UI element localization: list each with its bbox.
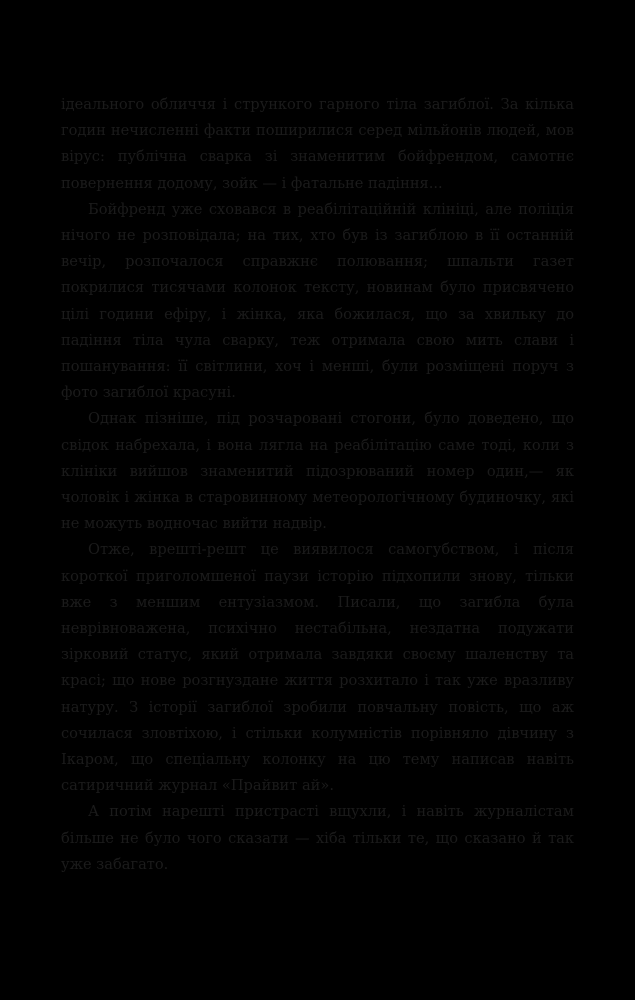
- paragraph-2: Бойфренд уже сховався в реабілітаційній клініці, але поліція нічого не розповідала; на тих, хто був із загиблою в її останній вечір, розпочалося справжнє полювання; шпальти газет покрилися тисячами колонок тексту, новинам було присвячено цілі години ефіру, і жінка, яка божилася, що за хвильку до падіння тіла чула сварку, теж отримала свою мить слави і пошанування: її світлини, хоч і менші, були розміщені поруч з фото загиблої красуні.: [61, 200, 574, 402]
- paragraph-4: Отже, врешті-решт це виявилося самогубством, і після короткої приголомшеної паузи історію підхопили знову, тільки вже з меншим ентузіазмом. Писали, що загибла була неврівноважена, психічно нестабільна, нездатна подужати зірковий статус, який отримала завдяки своєму шаленству та красі; що нове розгнуздане життя розхитало і так уже вразливу натуру. З історії загиблої зробили повчальну повість, що аж сочилася зловтіхою, і стільки колумністів порівняло дівчину з Ікаром, що спеціальну колонку на цю тему написав навіть сатиричний журнал «Прайвит ай».: [61, 541, 574, 795]
- paragraph-1: ідеального обличчя і стрункого гарного тіла загиблої. За кілька годин нечисленні факти поширилися серед мільйонів людей, мов вірус: публічна сварка зі знаменитим бойфрендом, самотнє повернення додому, зойк — і фатальне падіння...: [61, 96, 574, 192]
- paragraph-3: Однак пізніше, під розчаровані стогони, було доведено, що свідок набрехала, і вона лягла на реабілітацію саме тоді, коли з клініки вийшов знаменитий підозрюваний номер один,— як чоловік і жінка в старовинному метеорологічному будиночку, які не можуть водночас вийти надвір.: [61, 410, 574, 533]
- paragraph-5: А потім нарешті пристрасті вщухли, і навіть журналістам більше не було чого сказати — хіба тільки те, що сказано й так уже забагато.: [61, 803, 574, 873]
- body-text: [61, 92, 574, 878]
